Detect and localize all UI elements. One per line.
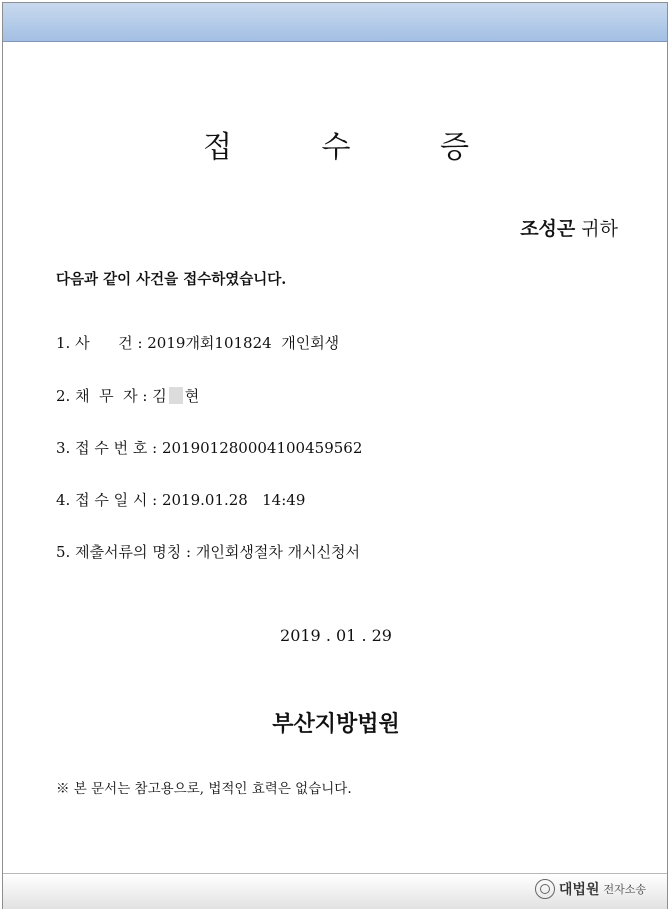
intro-text: 다음과 같이 사건을 접수하였습니다.: [56, 271, 287, 288]
row-document-name: 5. 제출서류의 명칭 : 개인회생절차 개시신청서: [56, 543, 361, 561]
row-debtor: 2. 채 무 자 : 김 현: [56, 387, 200, 405]
debtor-name-first: 김: [152, 387, 167, 405]
row-receipt-datetime: 4. 접 수 일 시 : 2019.01.28 14:49: [56, 491, 306, 509]
logo-subtitle: 전자소송: [603, 883, 646, 896]
recipient: [520, 214, 618, 241]
row-case: 1. 사 건 : 2019개회101824 개인회생: [56, 334, 340, 352]
recipient-name: 조성곤: [520, 218, 576, 240]
issue-date: 2019 . 01 . 29: [280, 626, 392, 645]
row-value: 개인회생절차 개시신청서: [195, 543, 361, 561]
court-seal-icon: [535, 879, 555, 899]
disclaimer-note: ※ 본 문서는 참고용으로, 법적인 효력은 없습니다.: [56, 781, 352, 797]
row-label: 4. 접 수 일 시: [56, 491, 148, 509]
ecourt-logo: [535, 878, 646, 900]
debtor-name-last: 현: [184, 387, 200, 405]
logo-brand: 대법원: [558, 882, 600, 898]
row-label: 1. 사 건: [56, 334, 133, 352]
row-label: 3. 접 수 번 호: [56, 439, 148, 457]
court-name: 부산지방법원: [272, 711, 400, 737]
row-receipt-number: 3. 접 수 번 호 : 201901280004100459562: [56, 439, 363, 457]
document-title: 접 수 증: [202, 130, 509, 165]
window-header-bar: [3, 3, 667, 42]
row-value: 2019.01.28 14:49: [161, 491, 306, 509]
row-label: 2. 채 무 자: [56, 387, 138, 405]
row-value: 201901280004100459562: [161, 439, 363, 457]
recipient-suffix: 귀하: [575, 218, 618, 240]
row-value: 2019개회101824 개인회생: [147, 334, 340, 352]
row-label: 5. 제출서류의 명칭: [56, 543, 182, 561]
masked-redaction: [169, 387, 183, 404]
